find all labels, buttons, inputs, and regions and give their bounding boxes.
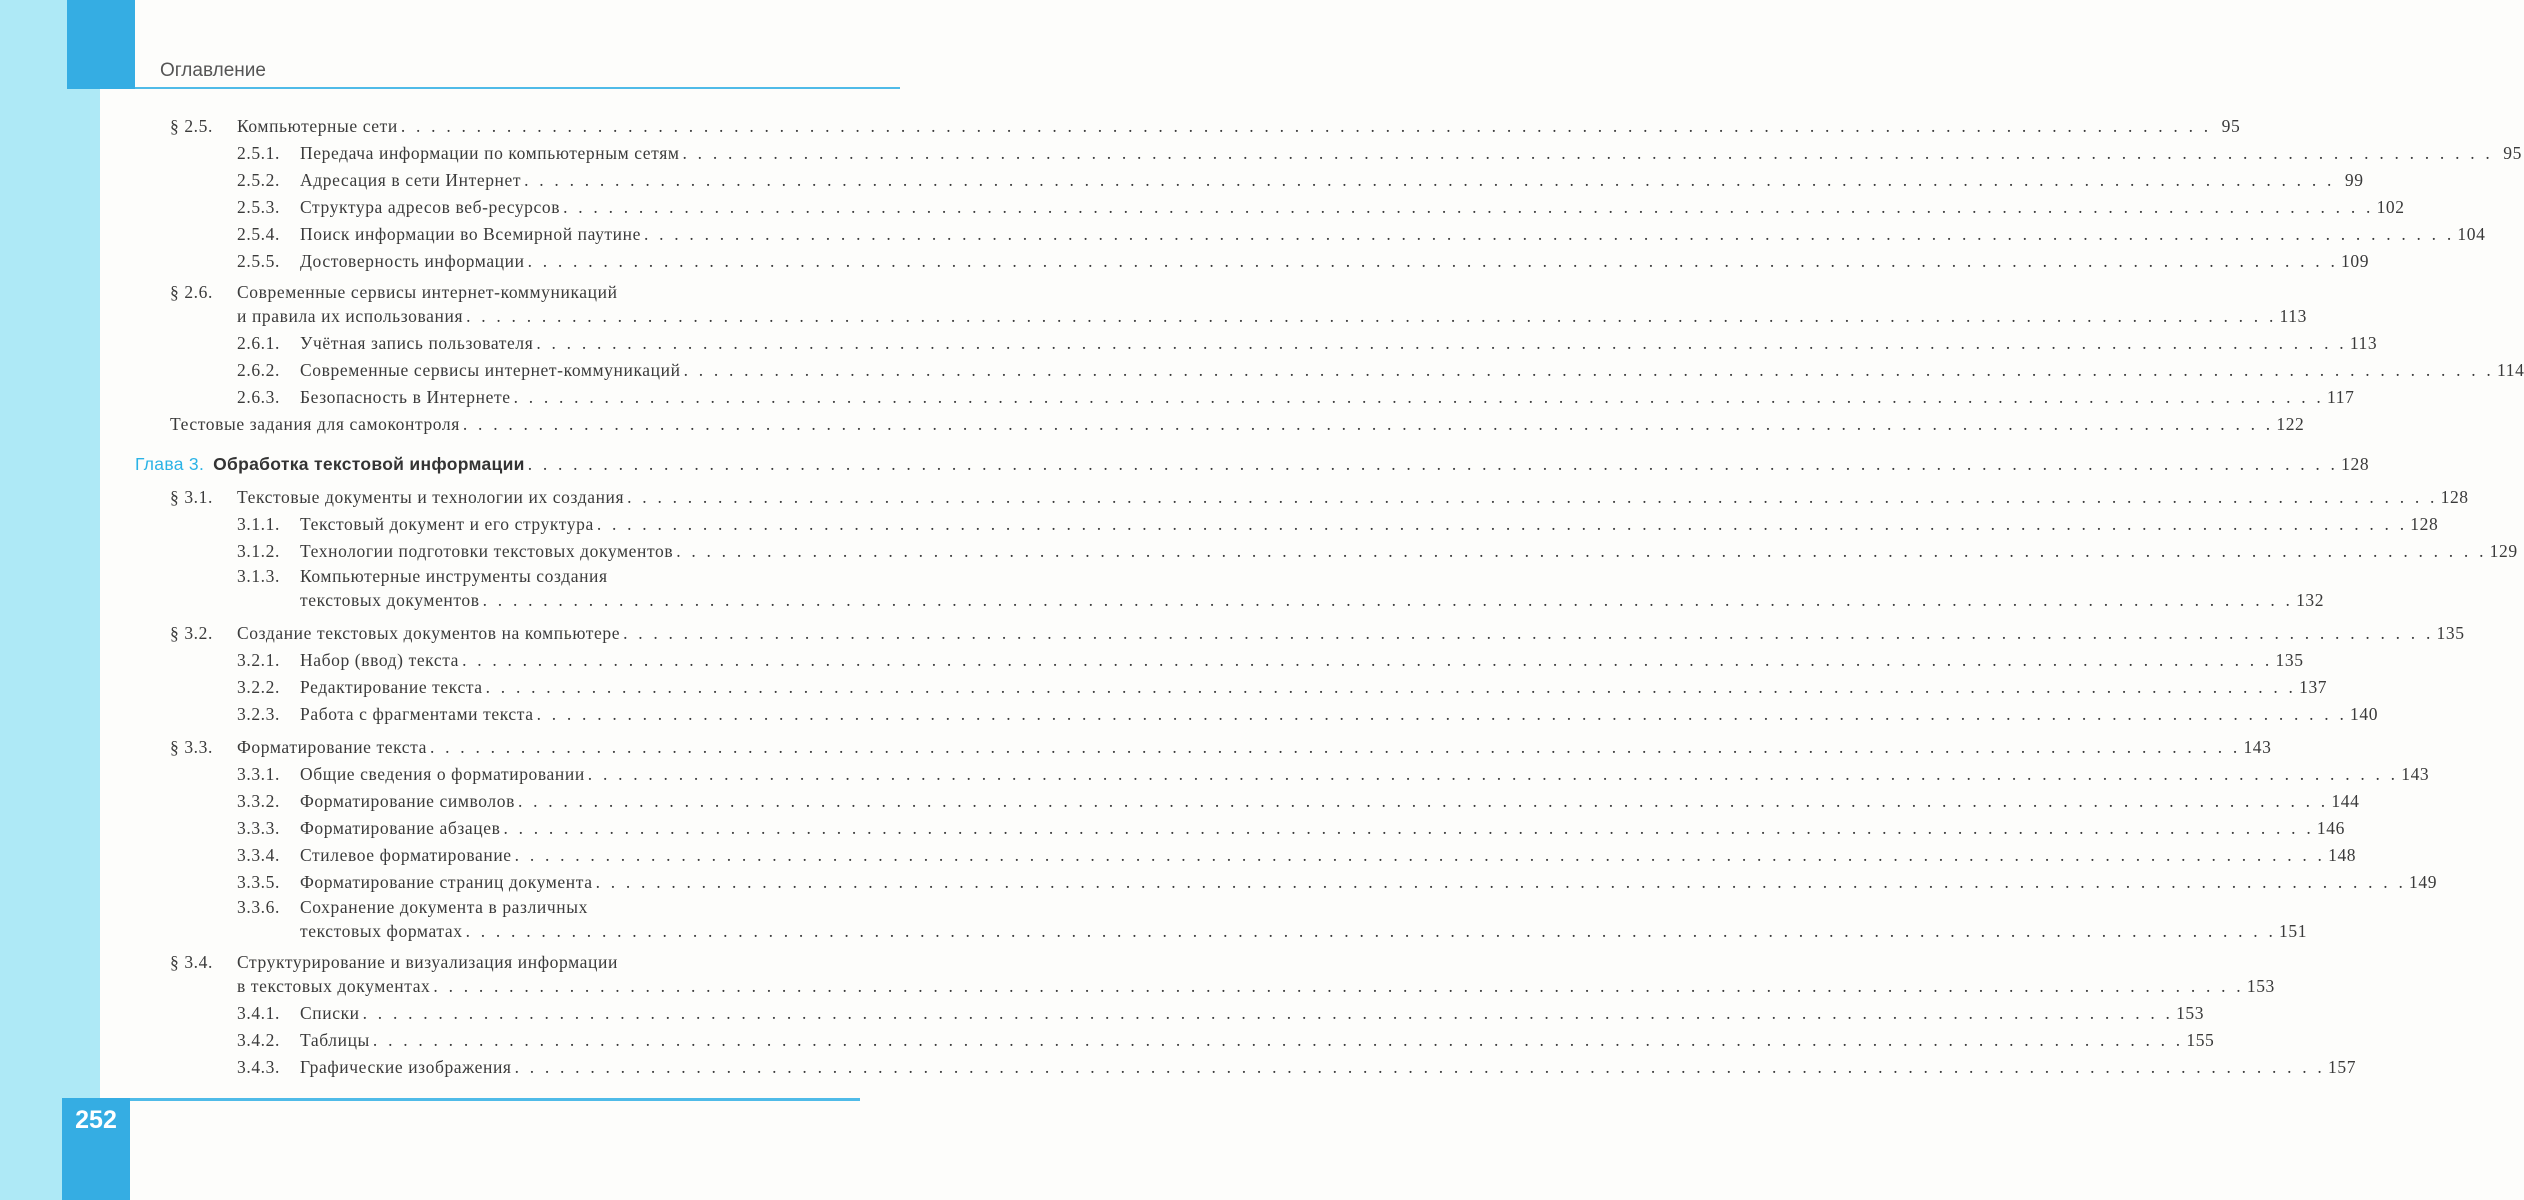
entry-line [237,1027,2215,1054]
entry-number: 2.6.2. [237,360,280,380]
toc-entry-sub[interactable] [170,1000,2205,1027]
entry-number: 3.3.1. [237,764,280,784]
toc-entry-sub[interactable] [170,330,2378,357]
entry-title-line2 [237,973,2275,1000]
entry-line [237,140,2522,167]
entry-page: 146 [2316,818,2345,838]
toc-entry-sub[interactable] [170,357,2524,384]
entry-body [300,896,2308,945]
entry-number: § 3.3. [170,737,213,757]
dot-leader: . . . . . . . . . . . . . . . . . . . . . . . . . . . . . . . . . . . . . . . . . . . . . . . . . . . . . . . . . . . . . . . . . . . . . . . . . . . . . . . . . . . . . . . . . . . . . . . . . . . . . . . . . . . . . . . . . . . . . . . . [517,791,2329,811]
entry-page: 149 [2409,872,2438,892]
entry-title: Текстовые документы и технологии их создания [237,487,625,507]
entry-page: 104 [2457,224,2486,244]
dot-leader: . . . . . . . . . . . . . . . . . . . . . . . . . . . . . . . . . . . . . . . . . . . . . . . . . . . . . . . . . . . . . . . . . . . . . . . . . . . . . . . . . . . . . . . . . . . . . . . . . . . . . . . . . . . . . . . . . . . . . . . . [514,845,2326,865]
entry-title: Безопасность в Интернете [300,387,511,407]
entry-line [237,357,2524,384]
entry-page: 114 [2497,360,2524,380]
dot-leader: . . . . . . . . . . . . . . . . . . . . . . . . . . . . . . . . . . . . . . . . . . . . . . . . . . . . . . . . . . . . . . . . . . . . . . . . . . . . . . . . . . . . . . . . . . . . . . . . . . . . . . . . . . . . . . . . . . . . . . . . [524,170,2335,190]
entry-number: 3.1.2. [237,541,280,561]
page-number: 252 [75,1106,117,1134]
entry-title: Общие сведения о форматировании [300,764,585,784]
toc-entry-sub[interactable] [170,1054,2357,1081]
page-header-title: Оглавление [160,60,266,81]
dot-leader: . . . . . . . . . . . . . . . . . . . . . . . . . . . . . . . . . . . . . . . . . . . . . . . . . . . . . . . . . . . . . . . . . . . . . . . . . . . . . . . . . . . . . . . . . . . . . . . . . . . . . . . . . . . . . . . . . . . . . . . . [596,514,2408,534]
entry-number: 3.2.1. [237,650,280,670]
table-of-contents [135,113,2524,1081]
entry-line [237,248,2370,275]
margin-color-strip [0,0,100,1200]
entry-title-line2 [300,918,2308,945]
toc-entry-test[interactable] [170,411,2305,438]
toc-entry-sub[interactable] [170,869,2438,896]
dot-leader: . . . . . . . . . . . . . . . . . . . . . . . . . . . . . . . . . . . . . . . . . . . . . . . . . . . . . . . . . . . . . . . . . . . . . . . . . . . . . . . . . . . . . . . . . . . . . . . . . . . . . . . . . . . . . . . . . . . . . . . . [372,1030,2184,1050]
entry-page: 117 [2327,387,2355,407]
entry-number: § 3.4. [170,952,213,972]
entry-number: 3.4.3. [237,1057,280,1077]
dot-leader: . . . . . . . . . . . . . . . . . . . . . . . . . . . . . . . . . . . . . . . . . . . . . . . . . . . . . . . . . . . . . . . . . . . . . . . . . . . . . . . . . . . . . . . . . . . . . . . . . . . . . . . . . . . . . . . . . . . . . . . . [563,197,2374,217]
toc-entry-sub[interactable] [170,167,2364,194]
footer-rule [130,1098,860,1101]
entry-title: Создание текстовых документов на компьютере [237,623,621,643]
entry-number: 2.5.1. [237,143,280,163]
toc-entry-sub[interactable] [170,647,2304,674]
entry-line [237,221,2486,248]
entry-number: 2.5.4. [237,224,280,244]
dot-leader: . . . . . . . . . . . . . . . . . . . . . . . . . . . . . . . . . . . . . . . . . . . . . . . . . . . . . . . . . . . . . . . . . . . . . . . . . . . . . . . . . . . . . . . . . . . . . . . . . . . . . . . . . . . . . . . . . . . . . . . . [465,921,2277,941]
toc-entry-section[interactable] [170,734,2272,761]
entry-title-line2 [300,587,2325,614]
entry-title: Обработка текстовой информации [213,454,525,474]
entry-title: текстовых форматах [300,921,463,941]
entry-body [300,565,2325,614]
entry-page: 137 [2299,677,2328,697]
dot-leader: . . . . . . . . . . . . . . . . . . . . . . . . . . . . . . . . . . . . . . . . . . . . . . . . . . . . . . . . . . . . . . . . . . . . . . . . . . . . . . . . . . . . . . . . . . . . . . . . . . . . . . . . . . . . . . . . . . . . . . . . [482,590,2294,610]
entry-title: Передача информации по компьютерным сетям [300,143,680,163]
entry-line [237,674,2328,701]
entry-page: 109 [2341,251,2370,271]
dot-leader: . . . . . . . . . . . . . . . . . . . . . . . . . . . . . . . . . . . . . . . . . . . . . . . . . . . . . . . . . . . . . . . . . . . . . . . . . . . . . . . . . . . . . . . . . . . . . . . . . . . . . . . . . . . . . . . . . . . . . . . . [430,737,2241,757]
toc-entry-sub[interactable] [170,842,2357,869]
entry-title-line1: Сохранение документа в различных [300,897,588,917]
dot-leader: . . . . . . . . . . . . . . . . . . . . . . . . . . . . . . . . . . . . . . . . . . . . . . . . . . . . . . . . . . . . . . . . . . . . . . . . . . . . . . . . . . . . . . . . . . . . . . . . . . . . . . . . . . . . . . . . . . . . . . . . [513,387,2325,407]
entry-line [237,511,2439,538]
entry-line [237,815,2345,842]
entry-number: 3.3.2. [237,791,280,811]
toc-entry-section[interactable] [170,484,2469,511]
dot-leader: . . . . . . . . . . . . . . . . . . . . . . . . . . . . . . . . . . . . . . . . . . . . . . . . . . . . . . . . . . . . . . . . . . . . . . . . . . . . . . . . . . . . . . . . . . . . . . . . . . . . . . . . . . . . . . . . . . . . . . . . [587,764,2399,784]
entry-title: Стилевое форматирование [300,845,512,865]
toc-entry-sub[interactable] [170,788,2360,815]
entry-title: Форматирование страниц документа [300,872,593,892]
toc-entry-sub[interactable] [170,248,2370,275]
entry-page: 95 [2221,116,2241,136]
entry-line [237,788,2360,815]
entry-page: 135 [2436,623,2465,643]
entry-page: 148 [2328,845,2357,865]
entry-line [237,647,2304,674]
entry-number: 3.4.2. [237,1030,280,1050]
entry-title-line1: Современные сервисы интернет-коммуникаций [237,282,618,302]
entry-line [237,842,2357,869]
toc-entry-sub[interactable] [170,140,2522,167]
entry-line [237,538,2518,565]
entry-title: Достоверность информации [300,251,525,271]
dot-leader: . . . . . . . . . . . . . . . . . . . . . . . . . . . . . . . . . . . . . . . . . . . . . . . . . . . . . . . . . . . . . . . . . . . . . . . . . . . . . . . . . . . . . . . . . . . . . . . . . . . . . . . . . . . . . . . . . . . . . . . . [676,541,2487,561]
toc-entry-sub[interactable] [170,1027,2215,1054]
entry-line [170,411,2305,438]
toc-entry-sub[interactable] [170,538,2518,565]
entry-number: 3.1.1. [237,514,280,534]
dot-leader: . . . . . . . . . . . . . . . . . . . . . . . . . . . . . . . . . . . . . . . . . . . . . . . . . . . . . . . . . . . . . . . . . . . . . . . . . . . . . . . . . . . . . . . . . . . . . . . . . . . . . . . . . . . . . . . . . . . . . . . . [623,623,2434,643]
toc-entry-sub[interactable] [170,565,2325,614]
entry-number: 2.5.3. [237,197,280,217]
entry-line [237,167,2364,194]
entry-title: в текстовых документах [237,976,431,996]
entry-title: Компьютерные сети [237,116,398,136]
entry-page: 143 [2243,737,2272,757]
entry-title: и правила их использования [237,306,464,326]
entry-number: Глава 3. [135,454,205,474]
entry-number: § 3.1. [170,487,213,507]
entry-number: § 3.2. [170,623,213,643]
dot-leader: . . . . . . . . . . . . . . . . . . . . . . . . . . . . . . . . . . . . . . . . . . . . . . . . . . . . . . . . . . . . . . . . . . . . . . . . . . . . . . . . . . . . . . . . . . . . . . . . . . . . . . . . . . . . . . . . . . . . . . . . [514,1057,2326,1077]
entry-title: Поиск информации во Всемирной паутине [300,224,641,244]
entry-page: 129 [2489,541,2518,561]
entry-title-line1: Структурирование и визуализация информации [237,952,618,972]
entry-line [135,451,2370,478]
entry-number: § 2.5. [170,116,213,136]
toc-entry-sub[interactable] [170,511,2439,538]
header-color-block [67,0,135,89]
entry-page: 144 [2331,791,2360,811]
entry-line [237,330,2378,357]
entry-page: 157 [2328,1057,2357,1077]
entry-line [237,869,2438,896]
dot-leader: . . . . . . . . . . . . . . . . . . . . . . . . . . . . . . . . . . . . . . . . . . . . . . . . . . . . . . . . . . . . . . . . . . . . . . . . . . . . . . . . . . . . . . . . . . . . . . . . . . . . . . . . . . . . . . . . . . . . . . . . [462,414,2274,434]
entry-title: Форматирование текста [237,737,427,757]
entry-page: 128 [2341,454,2370,474]
dot-leader: . . . . . . . . . . . . . . . . . . . . . . . . . . . . . . . . . . . . . . . . . . . . . . . . . . . . . . . . . . . . . . . . . . . . . . . . . . . . . . . . . . . . . . . . . . . . . . . . . . . . . . . . . . . . . . . . . . . . . . . . [643,224,2455,244]
entry-title: Работа с фрагментами текста [300,704,534,724]
toc-entry-sub[interactable] [170,384,2355,411]
entry-number: § 2.6. [170,282,213,302]
dot-leader: . . . . . . . . . . . . . . . . . . . . . . . . . . . . . . . . . . . . . . . . . . . . . . . . . . . . . . . . . . . . . . . . . . . . . . . . . . . . . . . . . . . . . . . . . . . . . . . . . . . . . . . . . . . . . . . . . . . . . . . . [527,454,2339,474]
entry-title-line1: Компьютерные инструменты создания [300,566,608,586]
toc-entry-sub[interactable] [170,221,2486,248]
entry-page: 135 [2275,650,2304,670]
dot-leader: . . . . . . . . . . . . . . . . . . . . . . . . . . . . . . . . . . . . . . . . . . . . . . . . . . . . . . . . . . . . . . . . . . . . . . . . . . . . . . . . . . . . . . . . . . . . . . . . . . . . . . . . . . . . . . . . . . . . . . . . [627,487,2438,507]
entry-page: 132 [2296,590,2325,610]
dot-leader: . . . . . . . . . . . . . . . . . . . . . . . . . . . . . . . . . . . . . . . . . . . . . . . . . . . . . . . . . . . . . . . . . . . . . . . . . . . . . . . . . . . . . . . . . . . . . . . . . . . . . . . . . . . . . . . . . . . . . . . . [433,976,2244,996]
toc-entry-sub[interactable] [170,815,2345,842]
entry-line [170,620,2465,647]
entry-title: Графические изображения [300,1057,512,1077]
entry-page: 143 [2401,764,2430,784]
toc-entry-section[interactable] [170,113,2241,140]
entry-page: 113 [2279,306,2307,326]
entry-page: 151 [2279,921,2308,941]
entry-line [237,194,2405,221]
entry-number: 2.5.2. [237,170,280,190]
entry-number: 2.6.1. [237,333,280,353]
entry-title: Технологии подготовки текстовых документов [300,541,674,561]
entry-page: 140 [2350,704,2379,724]
dot-leader: . . . . . . . . . . . . . . . . . . . . . . . . . . . . . . . . . . . . . . . . . . . . . . . . . . . . . . . . . . . . . . . . . . . . . . . . . . . . . . . . . . . . . . . . . . . . . . . . . . . . . . . . . . . . . . . . . . . . . . . . [536,704,2348,724]
entry-page: 113 [2349,333,2378,353]
toc-entry-sub[interactable] [170,761,2430,788]
entry-title: Учётная запись пользователя [300,333,534,353]
toc-entry-sub[interactable] [170,896,2308,945]
dot-leader: . . . . . . . . . . . . . . . . . . . . . . . . . . . . . . . . . . . . . . . . . . . . . . . . . . . . . . . . . . . . . . . . . . . . . . . . . . . . . . . . . . . . . . . . . . . . . . . . . . . . . . . . . . . . . . . . . . . . . . . . [400,116,2212,136]
toc-entry-section[interactable] [170,281,2307,330]
entry-line [237,384,2355,411]
entry-line [170,113,2241,140]
dot-leader: . . . . . . . . . . . . . . . . . . . . . . . . . . . . . . . . . . . . . . . . . . . . . . . . . . . . . . . . . . . . . . . . . . . . . . . . . . . . . . . . . . . . . . . . . . . . . . . . . . . . . . . . . . . . . . . . . . . . . . . . [362,1003,2174,1023]
dot-leader: . . . . . . . . . . . . . . . . . . . . . . . . . . . . . . . . . . . . . . . . . . . . . . . . . . . . . . . . . . . . . . . . . . . . . . . . . . . . . . . . . . . . . . . . . . . . . . . . . . . . . . . . . . . . . . . . . . . . . . . . [466,306,2277,326]
entry-number: 3.3.4. [237,845,280,865]
entry-title: Форматирование символов [300,791,515,811]
dot-leader: . . . . . . . . . . . . . . . . . . . . . . . . . . . . . . . . . . . . . . . . . . . . . . . . . . . . . . . . . . . . . . . . . . . . . . . . . . . . . . . . . . . . . . . . . . . . . . . . . . . . . . . . . . . . . . . . . . . . . . . . [595,872,2407,892]
entry-number: 3.3.6. [237,897,280,917]
entry-number: 3.3.3. [237,818,280,838]
dot-leader: . . . . . . . . . . . . . . . . . . . . . . . . . . . . . . . . . . . . . . . . . . . . . . . . . . . . . . . . . . . . . . . . . . . . . . . . . . . . . . . . . . . . . . . . . . . . . . . . . . . . . . . . . . . . . . . . . . . . . . . . [462,650,2273,670]
entry-title: Набор (ввод) текста [300,650,460,670]
entry-page: 153 [2176,1003,2205,1023]
entry-number: 2.6.3. [237,387,280,407]
entry-title: Структура адресов веб-ресурсов [300,197,561,217]
entry-title: Тестовые задания для самоконтроля [170,414,460,434]
entry-number: 3.2.2. [237,677,280,697]
entry-title: Списки [300,1003,360,1023]
entry-number: 3.4.1. [237,1003,280,1023]
dot-leader: . . . . . . . . . . . . . . . . . . . . . . . . . . . . . . . . . . . . . . . . . . . . . . . . . . . . . . . . . . . . . . . . . . . . . . . . . . . . . . . . . . . . . . . . . . . . . . . . . . . . . . . . . . . . . . . . . . . . . . . . [485,677,2297,697]
toc-entry-sub[interactable] [170,674,2328,701]
entry-page: 153 [2246,976,2275,996]
dot-leader: . . . . . . . . . . . . . . . . . . . . . . . . . . . . . . . . . . . . . . . . . . . . . . . . . . . . . . . . . . . . . . . . . . . . . . . . . . . . . . . . . . . . . . . . . . . . . . . . . . . . . . . . . . . . . . . . . . . . . . . . [683,360,2495,380]
entry-page: 99 [2344,170,2364,190]
entry-title-line2 [237,303,2307,330]
toc-entry-section[interactable] [170,620,2465,647]
entry-number: 3.3.5. [237,872,280,892]
entry-line [170,484,2469,511]
entry-title: Адресация в сети Интернет [300,170,522,190]
header-rule [135,87,900,89]
entry-line [237,1054,2357,1081]
entry-page: 102 [2376,197,2405,217]
entry-number: 2.5.5. [237,251,280,271]
entry-title: Форматирование абзацев [300,818,501,838]
entry-line [237,1000,2205,1027]
toc-entry-sub[interactable] [170,701,2379,728]
dot-leader: . . . . . . . . . . . . . . . . . . . . . . . . . . . . . . . . . . . . . . . . . . . . . . . . . . . . . . . . . . . . . . . . . . . . . . . . . . . . . . . . . . . . . . . . . . . . . . . . . . . . . . . . . . . . . . . . . . . . . . . . [536,333,2347,353]
entry-page: 95 [2503,143,2522,163]
entry-page: 122 [2276,414,2305,434]
toc-entry-sub[interactable] [170,194,2405,221]
entry-title: Текстовый документ и его структура [300,514,594,534]
entry-number: 3.1.3. [237,566,280,586]
entry-title: Современные сервисы интернет-коммуникаций [300,360,681,380]
entry-page: 128 [2410,514,2439,534]
entry-page: 128 [2440,487,2469,507]
dot-leader: . . . . . . . . . . . . . . . . . . . . . . . . . . . . . . . . . . . . . . . . . . . . . . . . . . . . . . . . . . . . . . . . . . . . . . . . . . . . . . . . . . . . . . . . . . . . . . . . . . . . . . . . . . . . . . . . . . . . . . . . [682,143,2493,163]
toc-entry-chapter[interactable] [135,451,2370,478]
entry-body [237,281,2307,330]
entry-number: 3.2.3. [237,704,280,724]
entry-title: текстовых документов [300,590,480,610]
entry-line [170,734,2272,761]
toc-entry-section[interactable] [170,951,2275,1000]
entry-title: Таблицы [300,1030,370,1050]
entry-title: Редактирование текста [300,677,483,697]
entry-line [237,761,2430,788]
dot-leader: . . . . . . . . . . . . . . . . . . . . . . . . . . . . . . . . . . . . . . . . . . . . . . . . . . . . . . . . . . . . . . . . . . . . . . . . . . . . . . . . . . . . . . . . . . . . . . . . . . . . . . . . . . . . . . . . . . . . . . . . [503,818,2314,838]
entry-line [237,701,2379,728]
entry-body [237,951,2275,1000]
dot-leader: . . . . . . . . . . . . . . . . . . . . . . . . . . . . . . . . . . . . . . . . . . . . . . . . . . . . . . . . . . . . . . . . . . . . . . . . . . . . . . . . . . . . . . . . . . . . . . . . . . . . . . . . . . . . . . . . . . . . . . . . [527,251,2339,271]
entry-page: 155 [2186,1030,2215,1050]
